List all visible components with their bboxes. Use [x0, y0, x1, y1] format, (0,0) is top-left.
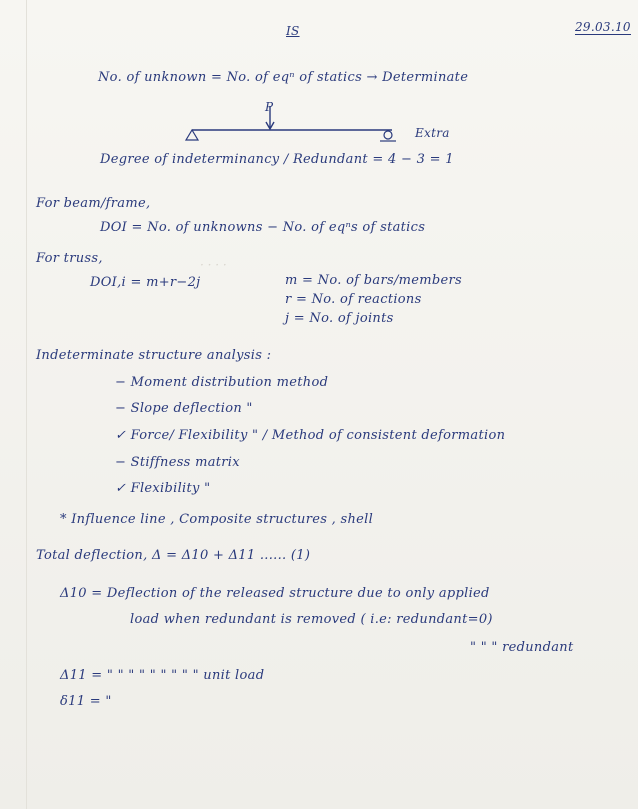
line-reactions: r = No. of reactions [285, 292, 422, 307]
page-margin-line [26, 0, 27, 809]
extra-note: Extra [415, 126, 450, 140]
line-influence-line: * Influence line , Composite structures , shell [60, 512, 374, 527]
bleed-through-mark: · · · · [200, 258, 227, 272]
line-members: m = No. of bars/members [285, 273, 462, 288]
left-support [186, 130, 198, 140]
line-total-deflection: Total deflection, Δ = Δ10 + Δ11 ...... (1) [36, 548, 311, 563]
line-redundant-ditto: " " " redundant [470, 640, 574, 655]
line-delta11: Δ11 = " " " " " " " " " unit load [60, 668, 265, 683]
line-degree-indeterminacy: Degree of indeterminancy / Redundant = 4 − 3 = 1 [100, 152, 454, 167]
line-stiffness-matrix: − Stiffness matrix [115, 455, 240, 470]
line-slope-deflection: − Slope deflection " [115, 401, 253, 416]
right-support [384, 131, 392, 139]
line-analysis-heading: Indeterminate structure analysis : [36, 348, 272, 363]
line-truss-formula: DOI,i = m+r−2j [90, 275, 201, 290]
page-date: 29.03.10 [575, 20, 631, 34]
line-delta10-cont: load when redundant is removed ( i.e: redundant=0) [130, 612, 493, 627]
line-force-flexibility: ✓ Force/ Flexibility " / Method of consistent deformation [115, 428, 506, 443]
line-beam-frame: For beam/frame, [36, 196, 151, 211]
line-determinate: No. of unknown = No. of eqⁿ of statics → Determinate [98, 70, 469, 85]
beam-sketch [180, 98, 420, 148]
line-delta-small-11: δ11 = " [60, 694, 112, 709]
line-doi-formula: DOI = No. of unknowns − No. of eqⁿs of statics [100, 220, 426, 235]
line-joints: j = No. of joints [285, 311, 394, 326]
line-moment-distribution: − Moment distribution method [115, 375, 329, 390]
line-truss: For truss, [36, 251, 103, 266]
line-delta10: Δ10 = Deflection of the released structure due to only applied [60, 586, 490, 601]
load-label: P [265, 100, 274, 114]
line-flexibility: ✓ Flexibility " [115, 481, 211, 496]
page-number: IS [286, 24, 300, 38]
